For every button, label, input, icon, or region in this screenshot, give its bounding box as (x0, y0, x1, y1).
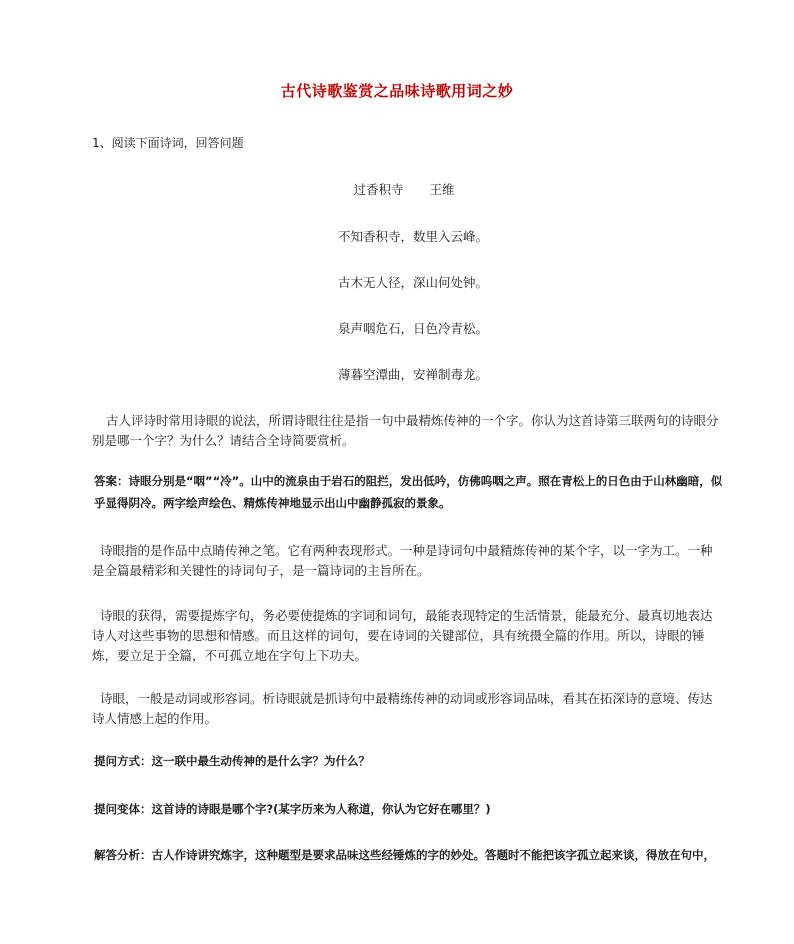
poem-author: 王维 (429, 182, 455, 197)
poem-line: 泉声咽危石，日色冷青松。 (337, 321, 488, 336)
answer-text: 诗眼分别是“咽”“冷”。山中的流泉由于岩石的阻拦，发出低吟，仿佛呜咽之声。照在青松上的日色由于山林幽暗，似乎显得阴冷。两字绘声绘色、精炼传神地显示出山中幽静孤寂的景象。 (94, 474, 723, 510)
poem-title: 过香积寺 (353, 182, 404, 197)
ask-variant: 提问变体：这首诗的诗眼是哪个字?(某字历来为人称道，你认为它好在哪里？) (94, 802, 491, 816)
question-intro: 1、阅读下面诗词，回答问题 (92, 136, 244, 150)
analysis-label: 解答分析： (94, 848, 152, 862)
answer-label: 答案： (94, 474, 129, 488)
explanation-paragraph: 诗眼的获得，需要提炼字句，务必要使提炼的字词和词句，最能表现特定的生活情景，能最充分、最真切地表达诗人对这些事物的思想和情感。而且这样的词句，要在诗词的关键部位，具有统摄全篇的作用。所以，诗眼的锤炼，要立足于全篇，不可孤立地在字句上下功夫。 (92, 608, 713, 663)
analysis-text: 古人作诗讲究炼字，这种题型是要求品味这些经锤炼的字的妙处。答题时不能把该字孤立起来谈，得放在句中， (151, 848, 715, 862)
explanation-paragraph: 诗眼，一般是动词或形容词。析诗眼就是抓诗句中最精练传神的动词或形容词品味，看其在拓深诗的意境、传达诗人情感上起的作用。 (92, 691, 713, 726)
poem-heading (0, 180, 794, 198)
analysis-block (94, 845, 734, 865)
document-title: 古代诗歌鉴赏之品味诗歌用词之妙 (280, 82, 514, 100)
poem-line: 薄暮空潭曲，安禅制毒龙。 (337, 367, 488, 382)
explanation-paragraph: 诗眼指的是作品中点睛传神之笔。它有两种表现形式。一种是诗词句中最精炼传神的某个字，以一字为工。一种是全篇最精彩和关键性的诗词句子，是一篇诗词的主旨所在。 (92, 543, 713, 578)
ask-way: 提问方式：这一联中最生动传神的是什么字？为什么？ (94, 754, 370, 768)
poem-line: 不知香积寺，数里入云峰。 (337, 229, 488, 244)
answer-block (94, 470, 724, 514)
question-text: 古人评诗时常用诗眼的说法，所谓诗眼往往是指一句中最精炼传神的一个字。你认为这首诗第三联两句的诗眼分别是哪一个字？为什么？请结合全诗简要赏析。 (92, 413, 719, 448)
poem-line: 古木无人径，深山何处钟。 (337, 275, 488, 290)
